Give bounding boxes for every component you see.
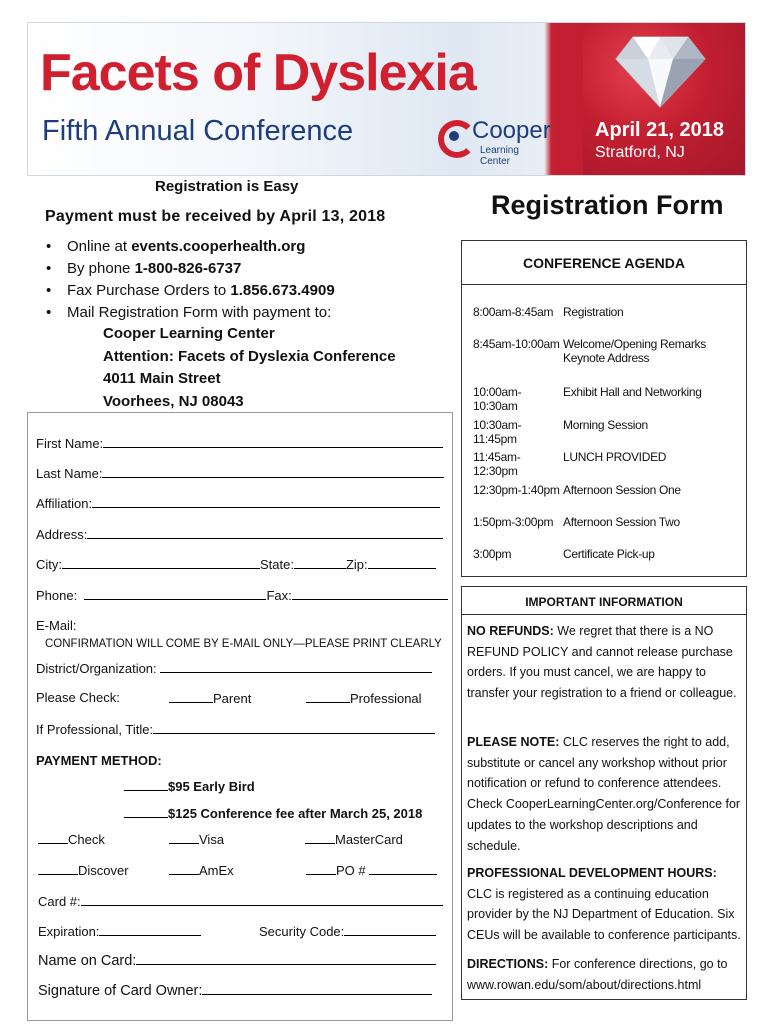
method-mail: • Mail Registration Form with payment to: xyxy=(30,302,335,324)
agenda-item: 12:30pm-1:40pm Afternoon Session One xyxy=(473,483,681,497)
city-row: City: State: Zip: xyxy=(36,556,436,572)
security-code-row: Security Code: xyxy=(259,923,436,939)
agenda-item: 10:00am-10:30amExhibit Hall and Networking xyxy=(473,385,702,413)
email-note: CONFIRMATION WILL COME BY E-MAIL ONLY—PLEASE PRINT CLEARLY xyxy=(45,638,442,650)
card-number-row: Card #: xyxy=(38,893,443,909)
address-row: Address: xyxy=(36,526,443,542)
parent-checkbox-line[interactable] xyxy=(169,690,213,703)
please-check-row: Please Check: xyxy=(36,690,120,705)
district-field[interactable] xyxy=(160,660,432,673)
visa-option[interactable]: Visa xyxy=(169,831,224,847)
agenda-item: 1:50pm-3:00pm Afternoon Session Two xyxy=(473,515,680,529)
agenda-item: 11:45am-12:30pmLUNCH PROVIDED xyxy=(473,450,667,478)
registration-form-box xyxy=(27,412,453,1021)
agenda-item: 8:00am-8:45am Registration xyxy=(473,305,624,319)
professional-title-row: If Professional, Title: xyxy=(36,721,435,737)
email-row: E-Mail: xyxy=(36,618,77,633)
parent-option[interactable]: Parent xyxy=(169,690,251,706)
professional-title-field[interactable] xyxy=(153,721,435,734)
security-code-field[interactable] xyxy=(344,923,436,936)
check-option[interactable]: Check xyxy=(38,831,105,847)
zip-field[interactable] xyxy=(368,556,436,569)
first-name-row: First Name: xyxy=(36,435,443,451)
directions-paragraph: DIRECTIONS: For conference directions, go to www.rowan.edu/som/about/directions.html xyxy=(467,957,728,992)
info-divider xyxy=(462,614,746,615)
agenda-heading: CONFERENCE AGENDA xyxy=(522,255,686,271)
discover-option[interactable]: Discover xyxy=(38,862,129,878)
pd-hours-paragraph: PROFESSIONAL DEVELOPMENT HOURS: CLC is registered as a continuing education provider by the NJ Department of Education. Six CEUs will be available to conference participants. xyxy=(467,866,741,943)
standard-fee-option[interactable]: $125 Conference fee after March 25, 2018 xyxy=(124,805,422,821)
fax-field[interactable] xyxy=(292,587,448,600)
method-phone: • By phone 1-800-826-6737 xyxy=(30,258,335,280)
agenda-box xyxy=(461,240,747,577)
payment-method-heading: PAYMENT METHOD: xyxy=(36,753,162,768)
registration-methods xyxy=(30,236,335,324)
cooper-logo-name: Cooper xyxy=(472,117,551,144)
important-info-box xyxy=(461,586,747,1000)
name-on-card-row: Name on Card: xyxy=(38,952,436,969)
phone-row: Phone: Fax: xyxy=(36,587,448,603)
mail-address: Cooper Learning Center Attention: Facets of Dyslexia Conference 4011 Main Street Voorhees, NJ 08043 xyxy=(103,325,396,410)
cooper-logo xyxy=(438,117,551,167)
signature-field[interactable] xyxy=(202,982,432,995)
last-name-field[interactable] xyxy=(102,465,444,478)
agenda-item: 10:30am-11:45pmMorning Session xyxy=(473,418,648,446)
mastercard-option[interactable]: MasterCard xyxy=(305,831,403,847)
early-bird-option[interactable]: $95 Early Bird xyxy=(124,778,255,794)
expiration-field[interactable] xyxy=(99,923,201,936)
banner-date: April 21, 2018 xyxy=(595,119,724,141)
banner-subtitle: Fifth Annual Conference xyxy=(42,115,354,147)
method-fax: • Fax Purchase Orders to 1.856.673.4909 xyxy=(30,280,335,302)
first-name-field[interactable] xyxy=(103,435,443,448)
phone-field[interactable] xyxy=(84,587,266,600)
address-field[interactable] xyxy=(87,526,443,539)
last-name-row: Last Name: xyxy=(36,465,444,481)
professional-checkbox-line[interactable] xyxy=(306,690,350,703)
amex-option[interactable]: AmEx xyxy=(169,862,234,878)
po-number-field[interactable] xyxy=(369,862,437,875)
conference-banner xyxy=(27,22,746,176)
please-note-paragraph: PLEASE NOTE: CLC reserves the right to add, substitute or cancel any workshop without prior notification or refund to conference attendees. Check CooperLearningCenter.org/Conference for updates to the workshop descriptions and schedule. xyxy=(467,735,741,853)
agenda-divider xyxy=(462,284,746,285)
diamond-icon xyxy=(613,29,708,109)
method-online: • Online at events.cooperhealth.org xyxy=(30,236,335,258)
banner-location: Stratford, NJ xyxy=(595,144,685,161)
registration-heading: Registration is Easy xyxy=(155,178,299,195)
agenda-item: 8:45am-10:00am Welcome/Opening Remarks Keynote Address xyxy=(473,337,706,365)
payment-deadline: Payment must be received by April 13, 2018 xyxy=(45,208,386,225)
affiliation-row: Affiliation: xyxy=(36,495,440,511)
name-on-card-field[interactable] xyxy=(136,952,436,965)
expiration-row: Expiration: xyxy=(38,923,201,939)
agenda-item: 3:00pm Certificate Pick-up xyxy=(473,547,655,561)
po-option[interactable]: PO # xyxy=(306,862,437,878)
state-field[interactable] xyxy=(294,556,346,569)
info-heading: IMPORTANT INFORMATION xyxy=(525,595,683,609)
no-refunds-paragraph: NO REFUNDS: We regret that there is a NO REFUND POLICY and cannot release purchase orders. If you must cancel, we are happy to transfer your registration to a friend or colleague. xyxy=(467,624,737,701)
professional-option[interactable]: Professional xyxy=(306,690,422,706)
banner-title: Facets of Dyslexia xyxy=(40,44,476,102)
card-number-field[interactable] xyxy=(81,893,443,906)
city-field[interactable] xyxy=(62,556,260,569)
affiliation-field[interactable] xyxy=(92,495,440,508)
cooper-logo-sub: Learning Center xyxy=(480,145,519,167)
signature-row: Signature of Card Owner: xyxy=(38,982,432,999)
district-row: District/Organization: xyxy=(36,660,432,676)
registration-form-title: Registration Form xyxy=(491,190,724,220)
